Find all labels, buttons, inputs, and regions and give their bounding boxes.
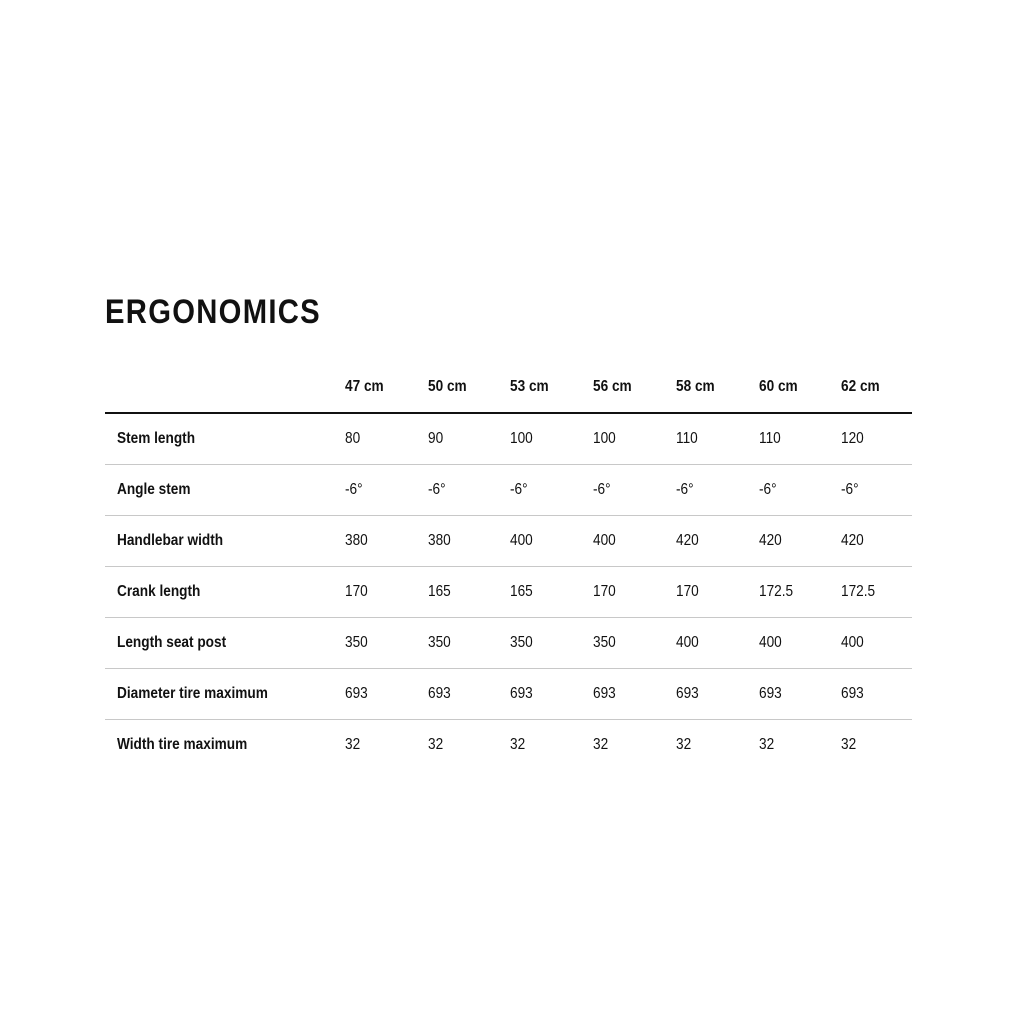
ergonomics-table [105,362,912,770]
table-cell: 165 [416,567,499,618]
row-label: Stem length [105,413,333,465]
table-row [105,567,912,618]
page-title: ERGONOMICS [105,293,321,331]
row-label: Length seat post [105,618,333,669]
table-row [105,413,912,465]
table-cell: -6° [416,465,499,516]
size-column-header: 60 cm [747,362,830,413]
table-cell: 693 [664,669,747,720]
size-column-header: 58 cm [664,362,747,413]
row-label: Angle stem [105,465,333,516]
table-cell: 400 [581,516,664,567]
table-cell: 420 [664,516,747,567]
table-cell: 380 [333,516,416,567]
table-cell: 420 [747,516,830,567]
table-cell: 32 [427,736,443,753]
table-cell: -6° [581,465,664,516]
table-cell: 400 [829,618,912,669]
row-label: Diameter tire maximum [105,669,333,720]
size-column-header: 56 cm [581,362,664,413]
table-row [105,618,912,669]
table-row [105,669,912,720]
table-cell: 693 [581,669,664,720]
table-cell: 110 [747,413,830,465]
table-cell: 90 [416,413,499,465]
table-cell: 100 [498,413,581,465]
table-row [105,720,912,771]
table-cell: 32 [593,736,609,753]
row-label: Width tire maximum [117,736,248,753]
size-column-header: 53 cm [498,362,581,413]
table-row [105,465,912,516]
size-column-header: 50 cm [416,362,499,413]
table-cell: -6° [498,465,581,516]
table-cell: 80 [333,413,416,465]
table-cell: -6° [333,465,416,516]
table-cell: 693 [829,669,912,720]
table-cell: 693 [416,669,499,720]
table-cell: 350 [333,618,416,669]
table-cell: 400 [664,618,747,669]
table-cell: 172.5 [829,567,912,618]
table-cell: 400 [747,618,830,669]
table-cell: 100 [581,413,664,465]
table-header-row [105,362,912,413]
table-cell: -6° [747,465,830,516]
table-cell: 32 [675,736,692,753]
row-label: Crank length [105,567,333,618]
table-cell: 350 [416,618,499,669]
table-cell: 693 [747,669,830,720]
table-cell: 420 [829,516,912,567]
size-column-header: 62 cm [829,362,912,413]
table-cell: 350 [581,618,664,669]
table-cell: 32 [345,736,361,753]
table-cell: 693 [333,669,416,720]
table-cell: 110 [664,413,747,465]
table-cell: 350 [498,618,581,669]
table-cell: 170 [581,567,664,618]
table-cell: 32 [841,736,857,753]
table-cell: 380 [416,516,499,567]
table-cell: -6° [664,465,747,516]
table-cell: 400 [498,516,581,567]
table-cell: 693 [498,669,581,720]
table-cell: 170 [664,567,747,618]
header-empty-cell [105,362,333,413]
table-cell: 172.5 [747,567,830,618]
table-cell: 170 [333,567,416,618]
table-cell: -6° [829,465,912,516]
table-cell: 32 [758,736,774,753]
table-row [105,516,912,567]
table-cell: 32 [510,736,526,753]
size-column-header: 47 cm [333,362,416,413]
table-cell: 120 [829,413,912,465]
table-cell: 165 [498,567,581,618]
row-label: Handlebar width [105,516,333,567]
